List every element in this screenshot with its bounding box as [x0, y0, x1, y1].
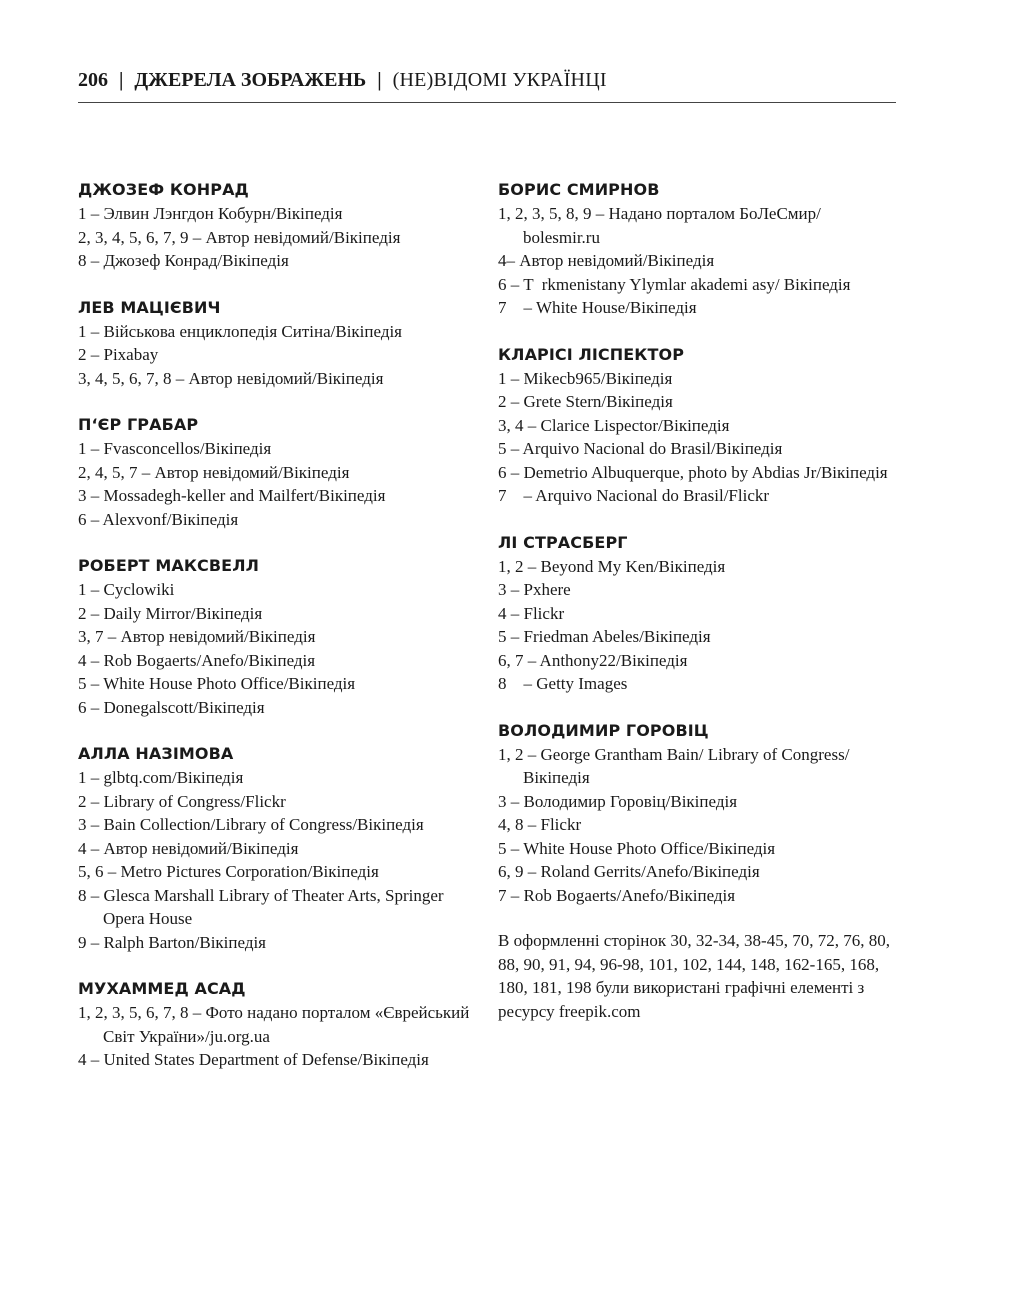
credit-block: [498, 530, 898, 696]
credit-entry: 3 – Pxhere: [498, 580, 571, 599]
credit-entry: 5 – Friedman Abeles/Вікіпедія: [498, 627, 711, 646]
credit-entry: 1, 2, 3, 5, 8, 9 – Надано порталом БоЛеСмир/ bolesmir.ru: [498, 204, 826, 247]
credit-entry: 8 – Glesca Marshall Library of Theater Arts, Springer Opera House: [78, 885, 448, 928]
person-name: ЛІ СТРАСБЕРГ: [498, 532, 628, 552]
credit-entry: 6 – Alexvonf/Вікіпедія: [78, 509, 239, 529]
person-name: БОРИС СМИРНОВ: [498, 180, 660, 199]
credit-entry: 1 – Cyclowiki: [78, 580, 175, 599]
credit-entry: 2 – Grete Stern/Вікіпедія: [498, 392, 673, 411]
credit-entry: 7 – Arquivo Nacional do Brasil/Flickr: [498, 486, 770, 505]
credit-entry: 4 – Автор невідомий/Вікіпедія: [78, 838, 299, 858]
credit-entry: 1 – glbtq.com/Вікіпедія: [78, 768, 244, 787]
credit-entry: 1 – Элвин Лэнгдон Кобурн/Вікіпедія: [78, 204, 343, 223]
credit-block: [498, 342, 898, 508]
credit-entry: 2 – Pixabay: [78, 345, 159, 364]
credit-block: [78, 976, 478, 1072]
credit-entry: 2, 4, 5, 7 – Автор невідомий/Вікіпедія: [78, 462, 350, 482]
credit-block: [78, 741, 478, 954]
credit-entry: 4 – United States Department of Defense/Вікіпедія: [78, 1050, 429, 1069]
credit-block: [78, 553, 478, 719]
credit-entry: 6, 7 – Anthony22/Вікіпедія: [498, 650, 688, 670]
credit-entry: 6 – T rkmenistany Ylymlar akademi asy/ Вікіпедія: [498, 274, 851, 294]
credit-block: [498, 177, 898, 320]
credit-entry: 7 – White House/Вікіпедія: [498, 298, 697, 317]
person-name: МУХАММЕД АСАД: [78, 979, 246, 998]
person-name: КЛАРІСІ ЛІСПЕКТОР: [498, 344, 685, 364]
credit-entry: 3, 4, 5, 6, 7, 8 – Автор невідомий/Вікіпедія: [78, 368, 384, 388]
credit-entry: 4, 8 – Flickr: [498, 815, 582, 834]
credit-entry: 8 – Джозеф Конрад/Вікіпедія: [78, 251, 289, 270]
credit-entry: 1 – Mikecb965/Вікіпедія: [498, 368, 673, 388]
credit-entry: 6, 9 – Roland Gerrits/Anefo/Вікіпедія: [498, 862, 760, 881]
book-title: (НЕ)ВІДОМІ УКРАЇНЦІ: [392, 69, 607, 91]
credit-block: [498, 718, 898, 908]
header-separator-1: |: [119, 69, 124, 91]
credit-entry: 3 – Володимир Горовіц/Вікіпедія: [498, 791, 738, 811]
credit-entry: 4– Автор невідомий/Вікіпедія: [498, 251, 715, 270]
credit-entry: 2 – Library of Congress/Flickr: [78, 791, 286, 811]
running-header: [78, 66, 896, 103]
person-name: РОБЕРТ МАКСВЕЛЛ: [78, 556, 259, 575]
page-number: 206: [78, 69, 108, 91]
credit-entry: 5, 6 – Metro Pictures Corporation/Вікіпедія: [78, 862, 379, 881]
credit-entry: 1 – Fvasconcellos/Вікіпедія: [78, 439, 272, 458]
person-name: ДЖОЗЕФ КОНРАД: [78, 180, 249, 199]
header-separator-2: |: [377, 69, 382, 91]
credit-entry: 2 – Daily Mirror/Вікіпедія: [78, 603, 263, 623]
credit-entry: 7 – Rob Bogaerts/Anefo/Вікіпедія: [498, 885, 736, 905]
credit-entry: 8 – Getty Images: [498, 674, 628, 693]
credit-entry: 5 – White House Photo Office/Вікіпедія: [498, 838, 776, 858]
credit-entry: 5 – Arquivo Nacional do Brasil/Вікіпедія: [498, 439, 783, 458]
person-name: ЛЕВ МАЦІЄВИЧ: [78, 297, 221, 317]
credit-entry: 3, 7 – Автор невідомий/Вікіпедія: [78, 627, 316, 646]
right-column: [498, 177, 898, 1023]
credit-entry: 9 – Ralph Barton/Вікіпедія: [78, 932, 267, 952]
credit-entry: 3 – Mossadegh-keller and Mailfert/Вікіпедія: [78, 486, 386, 505]
design-note: В оформленні сторінок 30, 32-34, 38-45, 70, 72, 76, 80, 88, 90, 91, 94, 96-98, 101, 102, 144, 148, 162-165, 168, 180, 181, 198 були використані графічні елементі з ресурсу freepik.com: [498, 931, 890, 1021]
credit-entry: 5 – White House Photo Office/Вікіпедія: [78, 674, 356, 693]
credit-entry: 1, 2 – Beyond My Ken/Вікіпедія: [498, 556, 726, 576]
left-column: [78, 177, 478, 1094]
credit-entry: 3, 4 – Clarice Lispector/Вікіпедія: [498, 415, 730, 435]
person-name: П‘ЄР ГРАБАР: [78, 415, 199, 434]
person-name: АЛЛА НАЗІМОВА: [78, 744, 234, 763]
credit-entry: 6 – Demetrio Albuquerque, photo by Abdias Jr/Вікіпедія: [498, 462, 888, 482]
credit-entry: 3 – Bain Collection/Library of Congress/Вікіпедія: [78, 815, 424, 834]
credit-entry: 4 – Flickr: [498, 603, 565, 623]
credit-entry: 4 – Rob Bogaerts/Anefo/Вікіпедія: [78, 650, 316, 670]
person-name: ВОЛОДИМИР ГОРОВІЦ: [498, 720, 709, 740]
credit-entry: 6 – Donegalscott/Вікіпедія: [78, 697, 265, 717]
credit-block: [78, 295, 478, 391]
credit-block: [78, 177, 478, 273]
credit-entry: 1, 2 – George Grantham Bain/ Library of Congress/Вікіпедія: [498, 744, 850, 787]
credit-block: [78, 412, 478, 531]
credit-entry: 2, 3, 4, 5, 6, 7, 9 – Автор невідомий/Вікіпедія: [78, 227, 401, 247]
credit-entry: 1 – Військова енциклопедія Ситіна/Вікіпедія: [78, 321, 403, 341]
section-title: ДЖЕРЕЛА ЗОБРАЖЕНЬ: [134, 69, 367, 91]
credit-entry: 1, 2, 3, 5, 6, 7, 8 – Фото надано порталом «Єврейський Світ України»/ju.org.ua: [78, 1003, 474, 1046]
